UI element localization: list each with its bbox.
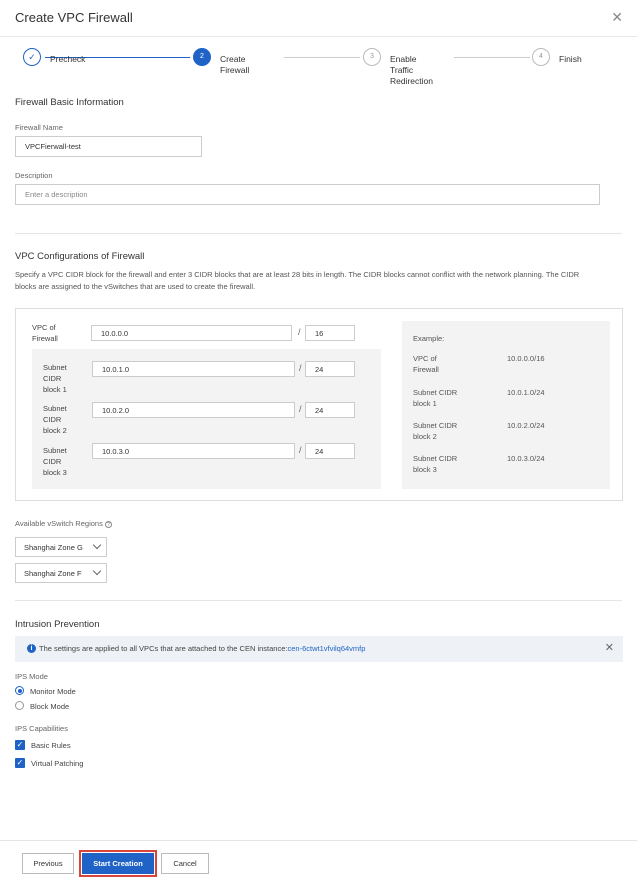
subnet-2-label: Subnet CIDR block 2 xyxy=(43,404,67,435)
zone-select-2[interactable]: Shanghai Zone F xyxy=(15,563,107,583)
help-icon[interactable]: ? xyxy=(105,521,112,528)
example-subnet-3-label: Subnet CIDR block 3 xyxy=(413,454,458,474)
block-mode-label: Block Mode xyxy=(30,702,70,711)
vpc-mask-input[interactable]: 16 xyxy=(305,325,355,341)
monitor-mode-label: Monitor Mode xyxy=(30,687,76,696)
step-1-check-icon: ✓ xyxy=(23,48,41,66)
vpc-of-firewall-label: VPC of Firewall xyxy=(32,323,58,343)
block-mode-radio[interactable] xyxy=(15,701,24,710)
step-connector-2 xyxy=(284,57,360,58)
example-vpc-value: 10.0.0.0/16 xyxy=(507,354,545,363)
subnet-3-cidr-input[interactable]: 10.0.3.0 xyxy=(92,443,295,459)
slash-separator: / xyxy=(299,404,302,414)
example-subnet-1-value: 10.0.1.0/24 xyxy=(507,388,545,397)
info-icon: i xyxy=(27,644,36,653)
subnet-1-cidr-input[interactable]: 10.0.1.0 xyxy=(92,361,295,377)
basic-info-heading: Firewall Basic Information xyxy=(15,97,124,108)
chevron-down-icon xyxy=(93,567,101,575)
zone-select-1[interactable]: Shanghai Zone G xyxy=(15,537,107,557)
step-connector-3 xyxy=(454,57,530,58)
example-title: Example: xyxy=(413,334,445,343)
example-subnet-1-label: Subnet CIDR block 1 xyxy=(413,388,458,408)
virtual-patching-label: Virtual Patching xyxy=(31,759,84,768)
virtual-patching-checkbox[interactable]: ✓ xyxy=(16,758,24,767)
close-icon[interactable]: ✕ xyxy=(604,642,614,654)
example-subnet-3-value: 10.0.3.0/24 xyxy=(507,454,545,463)
vpc-cidr-input[interactable]: 10.0.0.0 xyxy=(91,325,292,341)
slash-separator: / xyxy=(299,445,302,455)
step-2-number: 2 xyxy=(193,48,211,66)
firewall-name-input[interactable]: VPCFierwall-test xyxy=(15,136,202,157)
monitor-mode-radio[interactable] xyxy=(15,686,24,695)
previous-button[interactable]: Previous xyxy=(22,853,74,874)
cancel-button[interactable]: Cancel xyxy=(161,853,209,874)
chevron-down-icon xyxy=(93,541,101,549)
subnet-2-cidr-input[interactable]: 10.0.2.0 xyxy=(92,402,295,418)
basic-rules-checkbox[interactable]: ✓ xyxy=(16,740,24,749)
vswitch-regions-label: Available vSwitch Regions ? xyxy=(15,519,112,528)
firewall-name-label: Firewall Name xyxy=(15,123,63,132)
step-4-label: Finish xyxy=(559,54,582,64)
cen-info-banner xyxy=(15,636,623,662)
vpc-config-heading: VPC Configurations of Firewall xyxy=(15,251,145,262)
cen-instance-link[interactable]: cen-6ctwt1vfvilq64vmfp xyxy=(287,644,366,653)
slash-separator: / xyxy=(299,363,302,373)
subnet-3-mask-input[interactable]: 24 xyxy=(305,443,355,459)
step-1-label: Precheck xyxy=(50,54,86,64)
ips-capabilities-label: IPS Capabilities xyxy=(15,724,68,733)
step-4-number: 4 xyxy=(532,48,550,66)
description-input[interactable]: Enter a description xyxy=(15,184,600,205)
example-subnet-2-label: Subnet CIDR block 2 xyxy=(413,421,458,441)
info-text: The settings are applied to all VPCs that are attached to the CEN instance:cen-6ctwt1vfvilq64vmfp xyxy=(39,644,366,653)
basic-rules-label: Basic Rules xyxy=(31,741,71,750)
step-3-label: Enable Traffic Redirection xyxy=(390,54,433,86)
subnet-2-mask-input[interactable]: 24 xyxy=(305,402,355,418)
subnet-3-label: Subnet CIDR block 3 xyxy=(43,446,67,477)
subnet-1-mask-input[interactable]: 24 xyxy=(305,361,355,377)
step-2-label: Create Firewall xyxy=(220,54,250,75)
dialog-title: Create VPC Firewall xyxy=(15,10,133,25)
step-3-number: 3 xyxy=(363,48,381,66)
subnet-1-label: Subnet CIDR block 1 xyxy=(43,363,67,394)
vpc-config-description: Specify a VPC CIDR block for the firewall and enter 3 CIDR blocks that are at least 28 bits in length. The CIDR blocks cannot conflict with the network planning. The CIDR blocks are assigned to the vSwitches that are used to create the firewall. xyxy=(15,270,580,291)
slash-separator: / xyxy=(298,327,301,337)
start-creation-button[interactable]: Start Creation xyxy=(82,853,154,874)
description-label: Description xyxy=(15,171,53,180)
dialog-header xyxy=(0,0,637,37)
ips-mode-label: IPS Mode xyxy=(15,672,48,681)
footer-divider xyxy=(0,840,637,841)
close-icon[interactable]: ✕ xyxy=(611,9,623,25)
example-vpc-label: VPC of Firewall xyxy=(413,354,439,374)
intrusion-prevention-heading: Intrusion Prevention xyxy=(15,619,100,630)
section-divider xyxy=(15,233,622,234)
section-divider xyxy=(15,600,622,601)
example-subnet-2-value: 10.0.2.0/24 xyxy=(507,421,545,430)
